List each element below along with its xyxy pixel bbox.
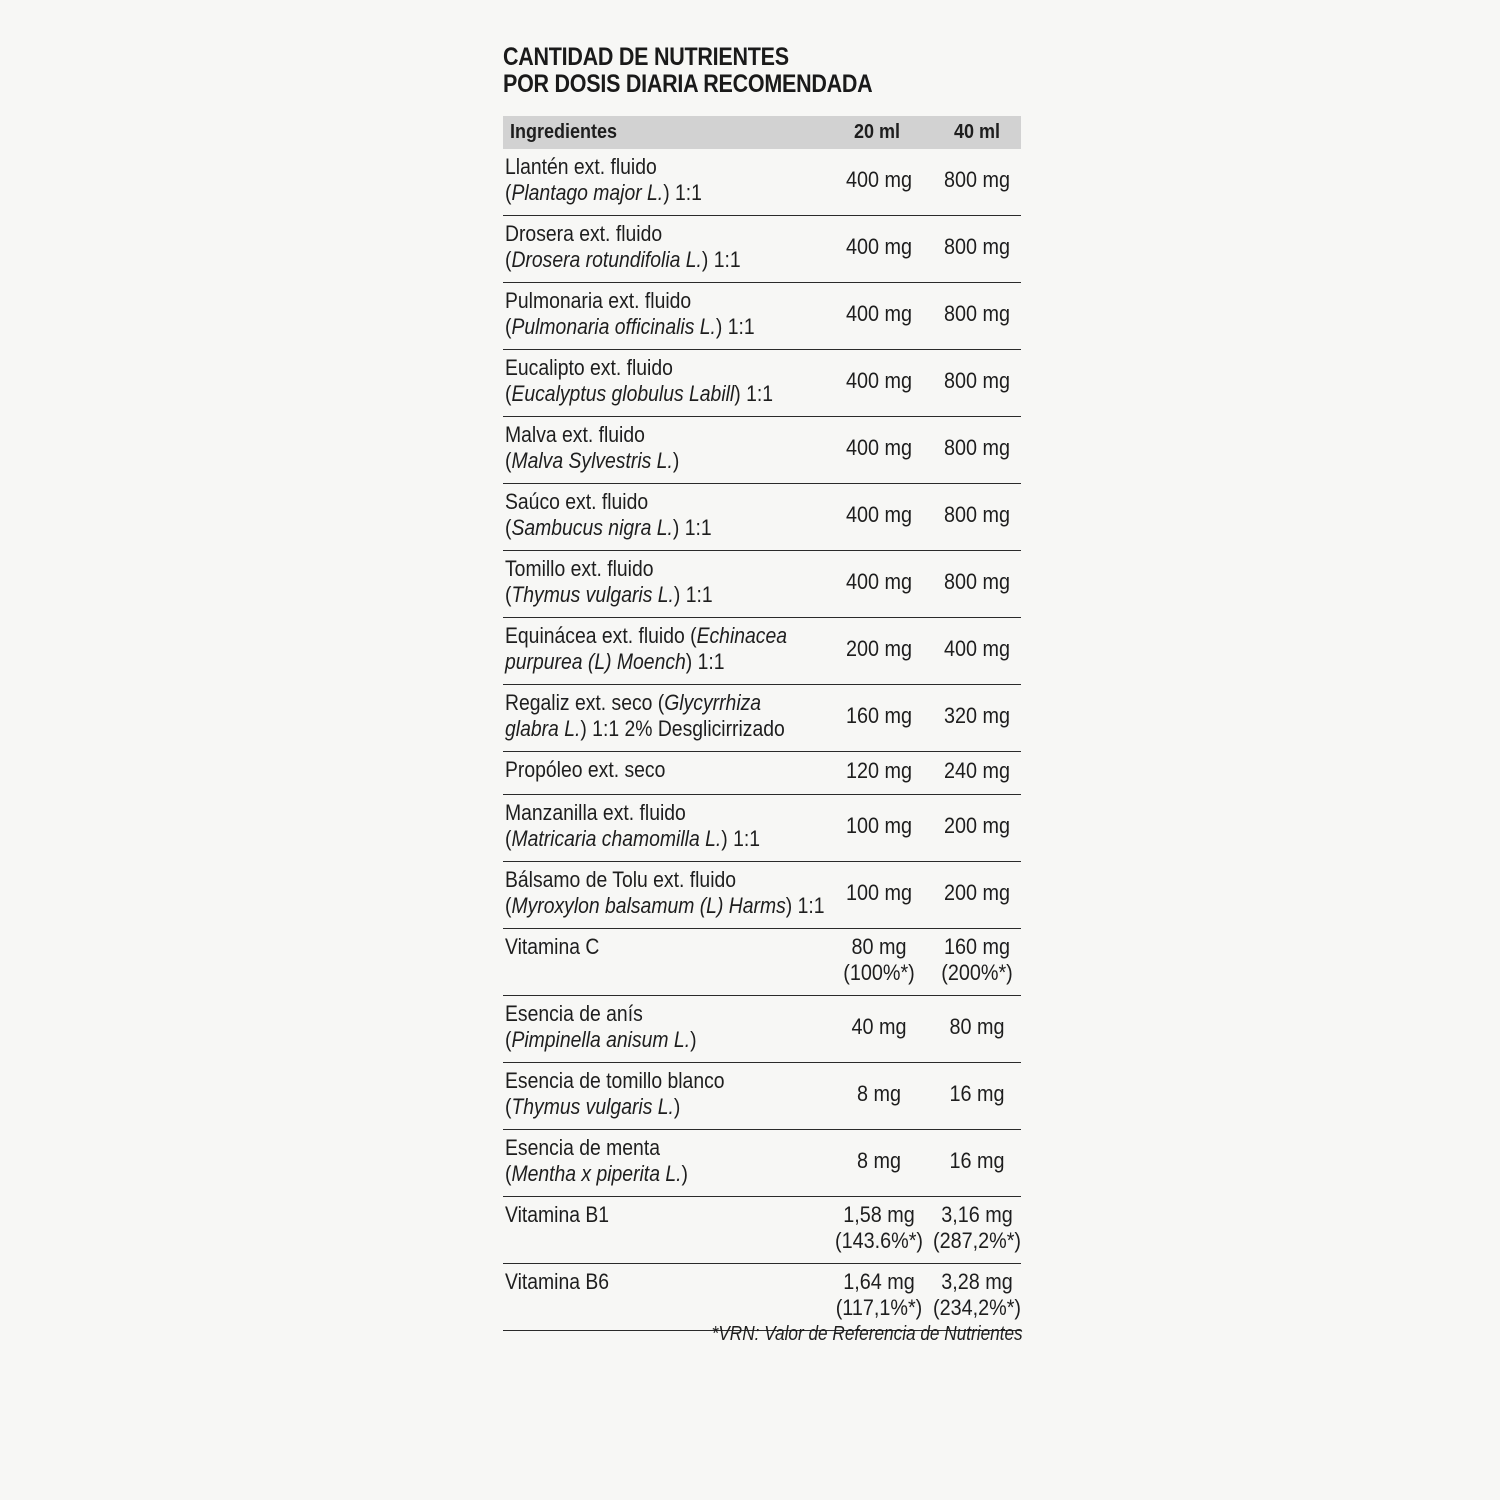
ingredient-name-line xyxy=(505,1161,795,1187)
amount-value: 400 mg xyxy=(845,301,913,326)
ingredient-text: ( xyxy=(505,1161,512,1186)
amount-40ml xyxy=(932,1148,1022,1174)
page-title xyxy=(503,44,950,98)
amount-40ml xyxy=(932,1269,1022,1321)
ingredient-name-line xyxy=(505,1202,795,1228)
ingredient-name-line xyxy=(505,893,825,919)
ingredient-text: ) 1:1 xyxy=(663,180,702,205)
amount-value: 800 mg xyxy=(943,167,1011,192)
amount-value: 800 mg xyxy=(943,569,1011,594)
amount-percent: (143.6%*) xyxy=(834,1228,924,1253)
ingredient-text: Vitamina B6 xyxy=(505,1269,610,1294)
ingredient-name xyxy=(505,221,795,273)
ingredient-text: ) 1:1 xyxy=(721,826,760,851)
ingredient-name-line xyxy=(505,582,795,608)
ingredient-name-line xyxy=(505,221,795,247)
title-line-1: CANTIDAD DE NUTRIENTES xyxy=(503,43,789,71)
table-row xyxy=(503,618,1021,685)
amount-value: 8 mg xyxy=(856,1081,902,1106)
ingredient-text: ) xyxy=(681,1161,688,1186)
amount-40ml xyxy=(932,758,1022,784)
amount-value: 3,28 mg xyxy=(941,1269,1013,1294)
ingredient-name xyxy=(505,556,795,608)
amount-value: 16 mg xyxy=(949,1081,1005,1106)
ingredient-text: Esencia de menta xyxy=(505,1135,660,1160)
ingredient-name-line xyxy=(505,934,795,960)
amount-40ml xyxy=(932,934,1022,986)
amount-20ml xyxy=(834,1148,924,1174)
amount-value: 400 mg xyxy=(845,167,913,192)
amount-40ml xyxy=(932,167,1022,193)
ingredient-text: ( xyxy=(505,1094,512,1119)
ingredient-text: ( xyxy=(505,314,512,339)
table-row xyxy=(503,216,1021,283)
amount-value: 120 mg xyxy=(845,758,913,783)
title-line-2: POR DOSIS DIARIA RECOMENDADA xyxy=(503,70,873,98)
amount-value: 16 mg xyxy=(949,1148,1005,1173)
ingredient-text: Malva ext. fluido xyxy=(505,422,645,447)
table-row xyxy=(503,795,1021,862)
ingredient-name xyxy=(505,757,795,783)
amount-value: 40 mg xyxy=(851,1014,907,1039)
header-ingredients: Ingredientes xyxy=(510,121,618,143)
botanical-name: glabra L. xyxy=(505,716,581,741)
amount-value: 3,16 mg xyxy=(941,1202,1013,1227)
ingredient-text: ) xyxy=(690,1027,697,1052)
ingredient-name-line xyxy=(505,556,795,582)
ingredient-text: ( xyxy=(505,1027,512,1052)
amount-20ml xyxy=(834,1269,924,1321)
table-row xyxy=(503,350,1021,417)
ingredient-text: Bálsamo de Tolu ext. fluido xyxy=(505,867,737,892)
ingredient-text: Vitamina B1 xyxy=(505,1202,610,1227)
ingredient-name-line xyxy=(505,448,795,474)
amount-20ml xyxy=(834,636,924,662)
amount-value: 80 mg xyxy=(851,934,907,959)
amount-percent: (200%*) xyxy=(941,960,1013,985)
ingredient-text: ) 1:1 xyxy=(701,247,741,272)
ingredient-name xyxy=(505,623,795,675)
ingredient-name xyxy=(505,690,795,742)
amount-value: 160 mg xyxy=(943,934,1011,959)
amount-40ml xyxy=(932,569,1022,595)
table-row xyxy=(503,551,1021,618)
ingredient-text: ( xyxy=(505,893,512,918)
amount-40ml xyxy=(932,636,1022,662)
amount-value: 800 mg xyxy=(943,502,1011,527)
amount-value: 1,64 mg xyxy=(843,1269,915,1294)
ingredient-name-line xyxy=(505,867,795,893)
amount-value: 1,58 mg xyxy=(843,1202,915,1227)
table-row xyxy=(503,1197,1021,1264)
ingredient-name-line xyxy=(505,288,795,314)
ingredient-name-line xyxy=(505,381,795,407)
botanical-name: Plantago major L. xyxy=(511,180,664,205)
botanical-name: Thymus vulgaris L. xyxy=(511,582,674,607)
ingredient-text: ) 1:1 xyxy=(672,515,712,540)
amount-value: 8 mg xyxy=(856,1148,902,1173)
amount-value: 400 mg xyxy=(845,368,913,393)
botanical-name: Malva Sylvestris L. xyxy=(511,448,673,473)
amount-value: 200 mg xyxy=(845,636,913,661)
amount-40ml xyxy=(932,1202,1022,1254)
amount-value: 800 mg xyxy=(943,234,1011,259)
table-row xyxy=(503,1130,1021,1197)
ingredient-text: Pulmonaria ext. fluido xyxy=(505,288,692,313)
nutrient-panel xyxy=(503,43,1023,1345)
table-row xyxy=(503,685,1021,752)
ingredient-text: Vitamina C xyxy=(505,934,600,959)
amount-value: 400 mg xyxy=(845,435,913,460)
ingredient-name-line xyxy=(505,1068,795,1094)
amount-40ml xyxy=(932,880,1022,906)
amount-20ml xyxy=(834,880,924,906)
ingredient-name-line xyxy=(505,1269,795,1295)
ingredient-text: Esencia de anís xyxy=(505,1001,643,1026)
ingredient-name-line xyxy=(505,826,795,852)
ingredient-text: ( xyxy=(505,448,512,473)
footnote: *VRN: Valor de Referencia de Nutrientes xyxy=(711,1323,1023,1345)
amount-value: 800 mg xyxy=(943,435,1011,460)
ingredient-name-line xyxy=(505,1135,795,1161)
amount-20ml xyxy=(834,234,924,260)
amount-value: 400 mg xyxy=(943,636,1011,661)
amount-20ml xyxy=(834,813,924,839)
ingredient-text: ( xyxy=(505,381,512,406)
ingredient-name xyxy=(505,867,825,919)
table-row xyxy=(503,862,1021,929)
amount-value: 100 mg xyxy=(845,813,913,838)
amount-40ml xyxy=(932,1014,1022,1040)
amount-20ml xyxy=(834,934,924,986)
botanical-name: Myroxylon balsamum (L) Harms xyxy=(511,893,786,918)
table-row xyxy=(503,484,1021,551)
amount-40ml xyxy=(932,703,1022,729)
amount-percent: (234,2%*) xyxy=(932,1295,1022,1320)
amount-20ml xyxy=(834,368,924,394)
amount-value: 80 mg xyxy=(949,1014,1005,1039)
amount-40ml xyxy=(932,813,1022,839)
nutrient-table xyxy=(503,116,1021,1331)
ingredient-name-line xyxy=(505,154,795,180)
ingredient-text: ) xyxy=(673,1094,681,1119)
botanical-name: Eucalyptus globulus Labill xyxy=(511,381,735,406)
ingredient-text: ) 1:1 xyxy=(734,381,773,406)
amount-20ml xyxy=(834,502,924,528)
ingredient-name xyxy=(505,422,795,474)
amount-40ml xyxy=(932,234,1022,260)
ingredient-text: ) xyxy=(672,448,680,473)
ingredient-name-line xyxy=(505,355,795,381)
amount-percent: (287,2%*) xyxy=(932,1228,1022,1253)
ingredient-name xyxy=(505,288,795,340)
table-header xyxy=(503,116,1021,149)
amount-40ml xyxy=(932,301,1022,327)
ingredient-text: Eucalipto ext. fluido xyxy=(505,355,673,380)
ingredient-text: Saúco ext. fluido xyxy=(505,489,649,514)
amount-percent: (117,1%*) xyxy=(835,1295,923,1320)
header-40ml: 40 ml xyxy=(954,121,1001,143)
amount-value: 320 mg xyxy=(943,703,1011,728)
amount-40ml xyxy=(932,1081,1022,1107)
ingredient-name-line xyxy=(505,489,795,515)
amount-20ml xyxy=(834,1081,924,1107)
ingredient-name xyxy=(505,1068,795,1120)
table-row xyxy=(503,149,1021,216)
ingredient-name xyxy=(505,355,795,407)
amount-value: 400 mg xyxy=(845,569,913,594)
ingredient-name xyxy=(505,1202,795,1228)
amount-value: 240 mg xyxy=(943,758,1011,783)
amount-value: 200 mg xyxy=(943,880,1011,905)
amount-20ml xyxy=(834,301,924,327)
ingredient-text: ) 1:1 xyxy=(785,893,825,918)
ingredient-text: ( xyxy=(505,180,512,205)
ingredient-name xyxy=(505,154,795,206)
ingredient-text: Drosera ext. fluido xyxy=(505,221,663,246)
ingredient-text: Propóleo ext. seco xyxy=(505,757,666,782)
amount-20ml xyxy=(834,167,924,193)
botanical-name: Pimpinella anisum L. xyxy=(511,1027,691,1052)
amount-40ml xyxy=(932,435,1022,461)
ingredient-name-line xyxy=(505,1001,795,1027)
amount-percent: (100%*) xyxy=(843,960,915,985)
ingredient-name-line xyxy=(505,716,795,742)
table-row xyxy=(503,417,1021,484)
ingredient-name xyxy=(505,489,795,541)
ingredient-text: ) 1:1 xyxy=(685,649,725,674)
ingredient-name-line xyxy=(505,180,795,206)
ingredient-text: ( xyxy=(505,582,512,607)
ingredient-text: Llantén ext. fluido xyxy=(505,154,657,179)
table-body xyxy=(503,149,1021,1331)
ingredient-name-line xyxy=(505,800,795,826)
ingredient-name xyxy=(505,1135,795,1187)
table-row xyxy=(503,283,1021,350)
ingredient-text: Manzanilla ext. fluido xyxy=(505,800,686,825)
amount-20ml xyxy=(834,1014,924,1040)
ingredient-name xyxy=(505,934,795,960)
amount-20ml xyxy=(834,435,924,461)
ingredient-text: ( xyxy=(505,515,512,540)
ingredient-text: Regaliz ext. seco ( xyxy=(505,690,665,715)
amount-value: 100 mg xyxy=(845,880,913,905)
ingredient-name-line xyxy=(505,1094,795,1120)
header-20ml: 20 ml xyxy=(854,121,901,143)
table-row xyxy=(503,1063,1021,1130)
ingredient-name xyxy=(505,800,795,852)
ingredient-text: ( xyxy=(505,826,512,851)
amount-value: 800 mg xyxy=(943,301,1011,326)
table-row xyxy=(503,1264,1021,1331)
ingredient-text: ) 1:1 xyxy=(715,314,755,339)
amount-value: 200 mg xyxy=(943,813,1011,838)
table-row xyxy=(503,752,1021,795)
ingredient-text: Tomillo ext. fluido xyxy=(505,556,654,581)
amount-40ml xyxy=(932,368,1022,394)
ingredient-name-line xyxy=(505,247,795,273)
amount-20ml xyxy=(834,758,924,784)
ingredient-name-line xyxy=(505,1027,795,1053)
ingredient-name xyxy=(505,1001,795,1053)
botanical-name: Pulmonaria officinalis L. xyxy=(511,314,716,339)
botanical-name: Glycyrrhiza xyxy=(664,690,762,715)
ingredient-text: Esencia de tomillo blanco xyxy=(505,1068,725,1093)
botanical-name: Sambucus nigra L. xyxy=(511,515,673,540)
botanical-name: Mentha x piperita L. xyxy=(511,1161,682,1186)
botanical-name: Echinacea xyxy=(696,623,787,648)
botanical-name: Drosera rotundifolia L. xyxy=(511,247,702,272)
table-row xyxy=(503,929,1021,996)
amount-value: 400 mg xyxy=(845,234,913,259)
ingredient-name-line xyxy=(505,515,795,541)
ingredient-text: ) 1:1 xyxy=(673,582,713,607)
ingredient-name-line xyxy=(505,623,795,649)
ingredient-name-line xyxy=(505,757,795,783)
amount-value: 400 mg xyxy=(845,502,913,527)
amount-20ml xyxy=(834,569,924,595)
botanical-name: purpurea (L) Moench xyxy=(505,649,686,674)
ingredient-name-line xyxy=(505,422,795,448)
table-row xyxy=(503,996,1021,1063)
ingredient-name-line xyxy=(505,649,795,675)
ingredient-text: Equinácea ext. fluido ( xyxy=(505,623,697,648)
botanical-name: Matricaria chamomilla L. xyxy=(511,826,722,851)
amount-20ml xyxy=(834,703,924,729)
amount-40ml xyxy=(932,502,1022,528)
amount-value: 800 mg xyxy=(943,368,1011,393)
ingredient-name xyxy=(505,1269,795,1295)
ingredient-text: ) 1:1 2% Desglicirrizado xyxy=(580,716,785,741)
ingredient-text: ( xyxy=(505,247,512,272)
ingredient-name-line xyxy=(505,690,795,716)
ingredient-name-line xyxy=(505,314,795,340)
amount-value: 160 mg xyxy=(845,703,913,728)
botanical-name: Thymus vulgaris L. xyxy=(511,1094,674,1119)
amount-20ml xyxy=(834,1202,924,1254)
